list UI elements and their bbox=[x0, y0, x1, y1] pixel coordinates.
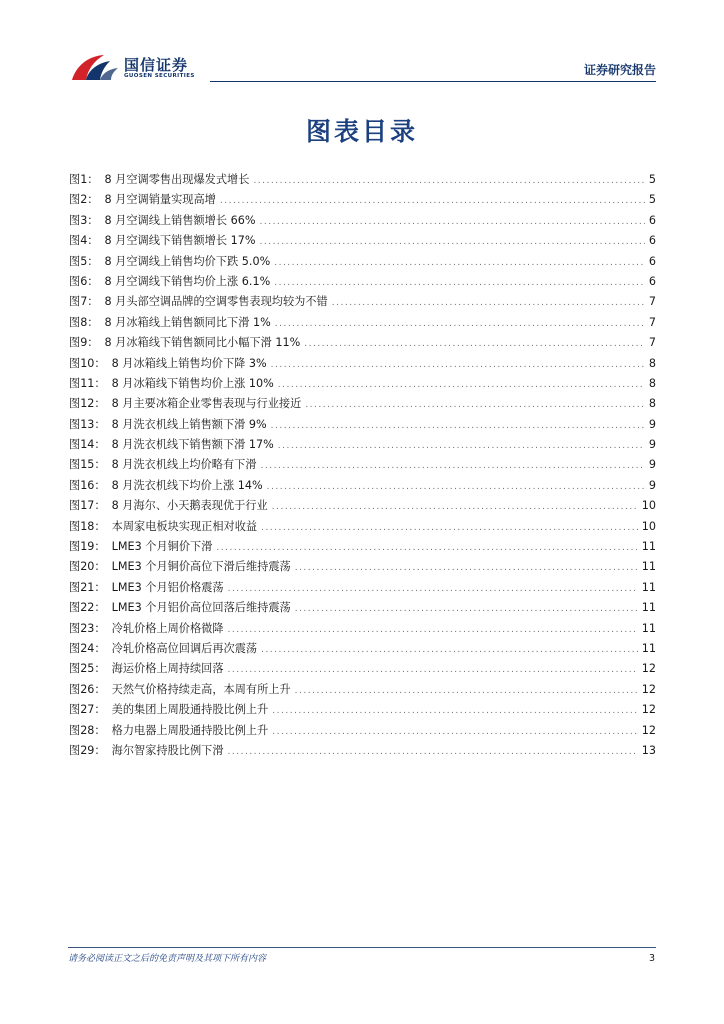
toc-entry[interactable] bbox=[69, 455, 656, 475]
toc-figure-number: 图6： bbox=[69, 274, 99, 288]
toc-dot-leader bbox=[267, 477, 645, 497]
toc-dot-leader bbox=[295, 599, 638, 619]
toc-entry[interactable] bbox=[69, 496, 656, 516]
toc-figure-title: 8 月空调线下销售额增长 17% bbox=[104, 234, 256, 248]
toc-figure-number: 图21： bbox=[69, 580, 106, 594]
toc-figure-title: 8 月空调零售出现爆发式增长 bbox=[104, 173, 250, 186]
toc-figure-title: LME3 个月铜价下滑 bbox=[111, 540, 213, 554]
toc-figure-number: 图27： bbox=[69, 703, 106, 717]
toc-entry[interactable] bbox=[69, 639, 656, 659]
toc-dot-leader bbox=[304, 334, 645, 354]
toc-figure-title: LME3 个月铝价格震荡 bbox=[111, 580, 224, 594]
toc-page-number: 13 bbox=[641, 743, 656, 757]
toc-figure-title: 美的集团上周股通持股比例上升 bbox=[111, 703, 269, 717]
toc-figure-title: 海尔智家持股比例下滑 bbox=[111, 743, 224, 757]
footer-divider bbox=[68, 947, 656, 948]
toc-figure-title: 8 月冰箱线下销售均价上涨 10% bbox=[111, 376, 274, 390]
toc-entry[interactable] bbox=[69, 721, 656, 741]
toc-figure-title: 8 月海尔、小天鹅表现优于行业 bbox=[111, 499, 268, 513]
toc-figure-number: 图26： bbox=[69, 682, 106, 696]
toc-entry[interactable] bbox=[69, 700, 656, 720]
toc-dot-leader bbox=[278, 436, 645, 456]
toc-page-number: 9 bbox=[648, 478, 656, 492]
toc-page-number: 11 bbox=[641, 601, 656, 615]
toc-page-number: 6 bbox=[648, 213, 656, 227]
toc-page-number: 10 bbox=[641, 519, 656, 533]
toc-page-number: 6 bbox=[648, 274, 656, 288]
toc-figure-title: 8 月冰箱线上销售均价下降 3% bbox=[111, 356, 267, 370]
figure-list bbox=[69, 170, 656, 761]
toc-figure-number: 图3： bbox=[69, 213, 99, 227]
toc-figure-number: 图29： bbox=[69, 743, 106, 757]
toc-entry[interactable] bbox=[69, 170, 656, 190]
report-type-label: 证券研究报告 bbox=[583, 63, 656, 77]
guosen-logo bbox=[70, 52, 210, 84]
toc-figure-number: 图10： bbox=[69, 356, 106, 370]
toc-figure-number: 图22： bbox=[69, 601, 106, 615]
toc-dot-leader bbox=[295, 558, 638, 578]
toc-figure-title: 冷轧价格高位回调后再次震荡 bbox=[111, 641, 258, 655]
toc-figure-number: 图15： bbox=[69, 458, 106, 472]
toc-figure-number: 图1： bbox=[69, 173, 99, 186]
toc-dot-leader bbox=[271, 416, 645, 436]
toc-page-number: 8 bbox=[648, 356, 656, 370]
toc-figure-number: 图12： bbox=[69, 397, 106, 411]
toc-dot-leader bbox=[278, 375, 645, 395]
toc-figure-title: 冷轧价格上周价格微降 bbox=[111, 621, 224, 635]
toc-entry[interactable] bbox=[69, 292, 656, 312]
toc-entry[interactable] bbox=[69, 517, 656, 537]
toc-figure-title: 8 月空调线下销售均价上涨 6.1% bbox=[104, 274, 271, 288]
toc-entry[interactable] bbox=[69, 680, 656, 700]
toc-entry[interactable] bbox=[69, 537, 656, 557]
toc-page-number: 11 bbox=[641, 560, 656, 574]
toc-entry[interactable] bbox=[69, 231, 656, 251]
toc-page-number: 9 bbox=[648, 458, 656, 472]
toc-figure-title: 8 月洗衣机线上均价略有下滑 bbox=[111, 458, 257, 472]
toc-dot-leader bbox=[272, 701, 637, 721]
toc-dot-leader bbox=[261, 640, 638, 660]
toc-page-number: 11 bbox=[641, 621, 656, 635]
toc-dot-leader bbox=[271, 355, 645, 375]
toc-dot-leader bbox=[272, 722, 637, 742]
toc-page-number: 9 bbox=[648, 417, 656, 431]
toc-figure-title: LME3 个月铝价高位回落后维持震荡 bbox=[111, 601, 291, 615]
toc-figure-number: 图14： bbox=[69, 438, 106, 452]
toc-page-number: 9 bbox=[648, 438, 656, 452]
toc-dot-leader bbox=[261, 518, 638, 538]
toc-dot-leader bbox=[228, 579, 638, 599]
toc-entry[interactable] bbox=[69, 619, 656, 639]
toc-figure-title: 8 月主要冰箱企业零售表现与行业接近 bbox=[111, 397, 302, 411]
toc-figure-number: 图25： bbox=[69, 662, 106, 676]
toc-figure-number: 图23： bbox=[69, 621, 106, 635]
page-header bbox=[0, 0, 724, 90]
toc-dot-leader bbox=[274, 253, 645, 273]
toc-figure-number: 图16： bbox=[69, 478, 106, 492]
toc-figure-title: 8 月洗衣机线下销售额下滑 17% bbox=[111, 438, 274, 452]
toc-figure-title: 8 月洗衣机线上销售额下滑 9% bbox=[111, 417, 267, 431]
toc-page-number: 8 bbox=[648, 397, 656, 411]
toc-entry[interactable] bbox=[69, 313, 656, 333]
toc-figure-title: 8 月冰箱线下销售额同比小幅下滑 11% bbox=[104, 336, 301, 350]
toc-figure-title: 8 月洗衣机线下均价上涨 14% bbox=[111, 478, 263, 492]
toc-figure-title: 8 月空调线上销售均价下跌 5.0% bbox=[104, 254, 271, 268]
toc-dot-leader bbox=[332, 293, 645, 313]
guosen-logo-mark-icon bbox=[70, 52, 120, 82]
toc-entry[interactable] bbox=[69, 435, 656, 455]
toc-figure-title: 天然气价格持续走高，本周有所上升 bbox=[111, 682, 291, 696]
toc-figure-number: 图8： bbox=[69, 315, 99, 329]
toc-page-number: 5 bbox=[648, 173, 656, 186]
toc-dot-leader bbox=[305, 395, 645, 415]
toc-entry[interactable] bbox=[69, 394, 656, 414]
page-title: 图表目录 bbox=[305, 117, 418, 146]
toc-entry[interactable] bbox=[69, 252, 656, 272]
logo-english-name: GUOSEN SECURITIES bbox=[124, 73, 195, 79]
toc-entry[interactable] bbox=[69, 354, 656, 374]
toc-page-number: 6 bbox=[648, 234, 656, 248]
toc-figure-number: 图19： bbox=[69, 540, 106, 554]
toc-figure-number: 图20： bbox=[69, 560, 106, 574]
toc-entry[interactable] bbox=[69, 374, 656, 394]
toc-entry[interactable] bbox=[69, 211, 656, 231]
toc-page-number: 11 bbox=[641, 540, 656, 554]
toc-dot-leader bbox=[261, 456, 645, 476]
toc-page-number: 7 bbox=[648, 315, 656, 329]
toc-figure-number: 图28： bbox=[69, 723, 106, 737]
toc-dot-leader bbox=[275, 314, 645, 334]
toc-dot-leader bbox=[228, 660, 638, 680]
toc-dot-leader bbox=[220, 191, 645, 211]
toc-page-number: 12 bbox=[641, 682, 656, 696]
toc-entry[interactable] bbox=[69, 272, 656, 292]
toc-dot-leader bbox=[216, 538, 637, 558]
toc-dot-leader bbox=[253, 171, 644, 191]
toc-dot-leader bbox=[228, 620, 638, 640]
toc-entry[interactable] bbox=[69, 557, 656, 577]
toc-page-number: 8 bbox=[648, 376, 656, 390]
disclaimer-text: 请务必阅读正文之后的免责声明及其项下所有内容 bbox=[68, 954, 267, 964]
toc-page-number: 12 bbox=[641, 723, 656, 737]
toc-page-number: 11 bbox=[641, 580, 656, 594]
toc-figure-title: 8 月空调线上销售额增长 66% bbox=[104, 213, 256, 227]
header-divider bbox=[210, 81, 656, 82]
toc-figure-title: 本周家电板块实现正相对收益 bbox=[111, 519, 258, 533]
toc-page-number: 12 bbox=[641, 703, 656, 717]
toc-entry[interactable] bbox=[69, 476, 656, 496]
toc-figure-number: 图4： bbox=[69, 234, 99, 248]
toc-figure-number: 图7： bbox=[69, 295, 99, 309]
toc-figure-title: 8 月头部空调品牌的空调零售表现均较为不错 bbox=[104, 295, 328, 309]
toc-entry[interactable] bbox=[69, 333, 656, 353]
toc-dot-leader bbox=[272, 497, 638, 517]
toc-figure-title: 8 月冰箱线上销售额同比下滑 1% bbox=[104, 315, 271, 329]
toc-entry[interactable] bbox=[69, 415, 656, 435]
toc-dot-leader bbox=[228, 742, 638, 762]
page-number: 3 bbox=[648, 953, 655, 964]
toc-page-number: 11 bbox=[641, 641, 656, 655]
toc-entry[interactable] bbox=[69, 190, 656, 210]
toc-page-number: 12 bbox=[641, 662, 656, 676]
toc-figure-number: 图9： bbox=[69, 336, 99, 350]
toc-dot-leader bbox=[259, 232, 644, 252]
toc-figure-title: 海运价格上周持续回落 bbox=[111, 662, 224, 676]
toc-figure-title: 8 月空调销量实现高增 bbox=[104, 193, 216, 207]
toc-page-number: 6 bbox=[648, 254, 656, 268]
toc-page-number: 5 bbox=[648, 193, 656, 207]
logo-chinese-name: 国信证券 bbox=[124, 56, 189, 74]
toc-figure-number: 图18： bbox=[69, 519, 106, 533]
toc-page-number: 7 bbox=[648, 336, 656, 350]
toc-entry[interactable] bbox=[69, 659, 656, 679]
toc-figure-title: LME3 个月铜价高位下滑后维持震荡 bbox=[111, 560, 291, 574]
toc-figure-number: 图5： bbox=[69, 254, 99, 268]
toc-page-number: 7 bbox=[648, 295, 656, 309]
toc-figure-number: 图2： bbox=[69, 193, 99, 207]
toc-entry[interactable] bbox=[69, 598, 656, 618]
toc-dot-leader bbox=[259, 212, 644, 232]
toc-figure-title: 格力电器上周股通持股比例上升 bbox=[111, 723, 269, 737]
toc-page-number: 10 bbox=[641, 499, 656, 513]
toc-dot-leader bbox=[274, 273, 645, 293]
toc-entry[interactable] bbox=[69, 741, 656, 761]
toc-figure-number: 图11： bbox=[69, 376, 106, 390]
toc-entry[interactable] bbox=[69, 578, 656, 598]
toc-figure-number: 图17： bbox=[69, 499, 106, 513]
toc-dot-leader bbox=[295, 681, 638, 701]
toc-figure-number: 图13： bbox=[69, 417, 106, 431]
toc-figure-number: 图24： bbox=[69, 641, 106, 655]
